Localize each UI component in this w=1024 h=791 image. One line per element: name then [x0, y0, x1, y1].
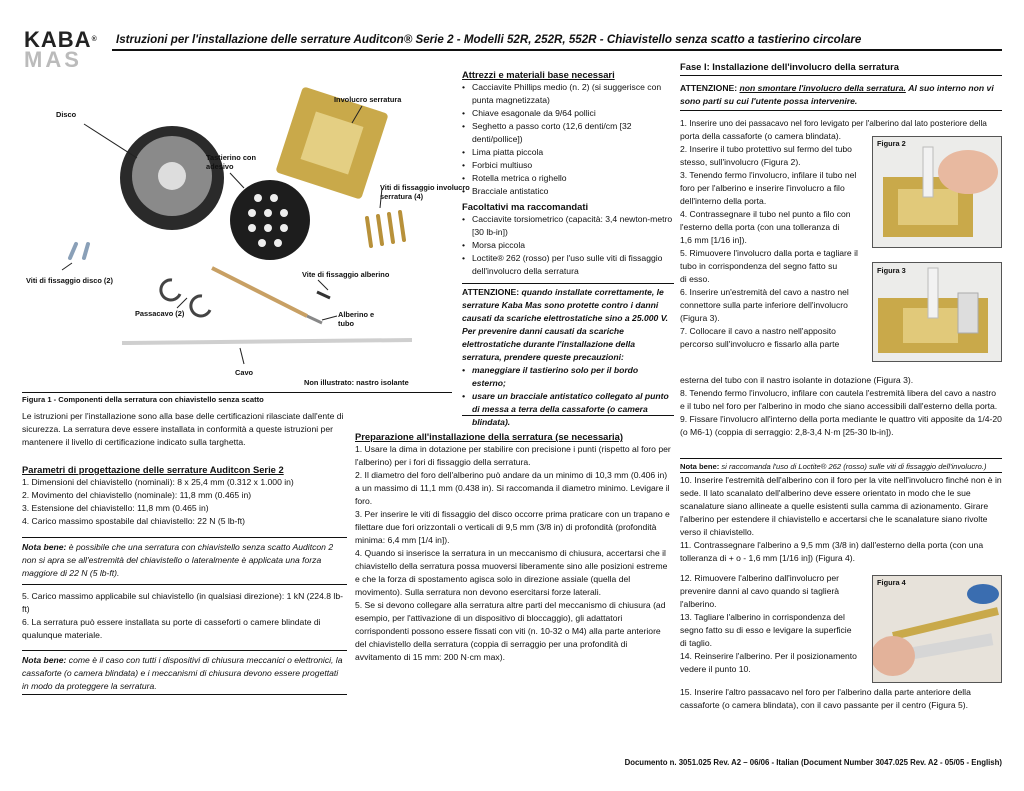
note-1	[22, 541, 347, 580]
step-7-cont: percorso sull'involucro e fissarlo alla parte	[680, 339, 840, 349]
esd-warning-item: • usare un bracciale antistatico collegato al punto di messa a terra della cassaforte (o camera blindata).	[462, 390, 674, 429]
figure-2-label: Figura 2	[877, 139, 906, 148]
note-1-text: è possibile che una serratura con chiavistello senza scatto Auditcon 2 non si apra se all'estremità del chiavistello o lateralmente è applicata una forza maggiore di 22 N (5 lb-ft).	[22, 542, 334, 578]
phase1-rule-top	[680, 75, 1002, 76]
step-13-cont: di taglio.	[680, 638, 713, 648]
tools-section	[462, 68, 674, 278]
label-non-illustrato: Non illustrato: nastro isolante	[304, 378, 409, 387]
figure-2-photo	[872, 136, 1002, 248]
step-2: 2. Inserire il tubo protettivo sul fermo del tubo	[680, 144, 852, 154]
tool-item: • Lima piatta piccola	[462, 146, 674, 159]
note2-rule-bottom	[22, 694, 347, 695]
phase1-steps-lower	[680, 474, 1002, 565]
warning-rule-bottom	[462, 415, 674, 416]
step-15: 15. Inserire l'altro passacavo nel foro per l'alberino dalla parte anteriore della cassaforte (o camera blindata), con il cavo passante per il centro (Figura 5).	[680, 687, 971, 710]
phase1-steps-wide	[680, 374, 1002, 439]
step-3: 3. Tenendo fermo l'involucro, infilare il tubo nel	[680, 170, 857, 180]
prep-heading: Preparazione all'installazione della serratura (se necessaria)	[355, 431, 623, 442]
note1-rule-bottom	[22, 584, 347, 585]
step-4-cont: l'esterno della porta (con una tolleranza di	[680, 222, 840, 232]
step-8: 8. Tenendo fermo l'involucro, infilare con cautela l'estremità libera del cavo a nastro e il tubo nel foro per l'alberino in modo che siano accessibili dall'esterno della porta.	[680, 388, 998, 411]
step-13: 13. Tagliare l'alberino in corrispondenza del	[680, 612, 845, 622]
label-disco: Disco	[56, 110, 77, 119]
label-viti-involucro: Viti di fissaggio involucro serratura (4)	[380, 183, 470, 201]
step-6-cont: (Figura 3).	[680, 313, 720, 323]
optional-item: • Cacciavite torsiometrico (capacità: 3,4 newton-metro [30 lb-in])	[462, 213, 674, 239]
step-14: 14. Reinserire l'alberino. Per il posizionamento	[680, 651, 857, 661]
figure-4-label: Figura 4	[877, 578, 906, 587]
figure-4-photo	[872, 575, 1002, 683]
step-5-cont: di esso.	[680, 274, 710, 284]
step-3-cont: dell'interno della porta.	[680, 196, 767, 206]
tool-item: • Seghetto a passo corto (12,6 denti/cm [32 denti/pollice])	[462, 120, 674, 146]
optional-heading: Facoltativi ma raccomandati	[462, 201, 589, 212]
label-passacavo: Passacavo (2)	[135, 309, 185, 318]
esd-warning-text: quando installate correttamente, le serrature Kaba Mas sono protette contro i danni causati da scariche elettrostatiche sino a 25.000 V. Per prevenire danni causati da scariche elettrostatiche durante l'installazione della serratura, prendere queste precauzioni:	[462, 287, 669, 362]
label-vite-alberino: Vite di fissaggio alberino	[302, 270, 390, 279]
phase1-steps-narrow	[680, 130, 870, 351]
params-heading: Parametri di progettazione delle serrature Auditcon Serie 2	[22, 464, 284, 475]
step-12: 12. Rimuovere l'alberino dall'involucro per	[680, 573, 840, 583]
figure-1-caption: Figura 1 - Componenti della serratura con chiavistello senza scatto	[22, 395, 264, 404]
params-item-3: 3. Estensione del chiavistello: 11,8 mm (0.465 in)	[22, 503, 209, 513]
step-13-cont: segno fatto su di esso e levigare la superficie	[680, 625, 852, 635]
logo-kaba: KABA®	[24, 27, 98, 52]
params-item-1: 1. Dimensioni del chiavistello (nominali): 8 x 25,4 mm (0.312 x 1.000 in)	[22, 477, 294, 487]
step-5: 5. Rimuovere l'involucro dalla porta e tagliare il	[680, 248, 858, 258]
step-12-cont: l'alberino.	[680, 599, 717, 609]
params-item-6: 6. La serratura può essere installata su porte di casseforti o camere blindate di qualunque materiale.	[22, 617, 321, 640]
intro-text: Le istruzioni per l'installazione sono alla base delle certificazioni rilasciate dall'ente di sicurezza. La serratura deve essere installata in conformità a queste istruzioni per mantenere il livello di certificazione indicato sulla targhetta.	[22, 411, 344, 447]
phase1-steps-top	[680, 117, 1002, 130]
label-cavo: Cavo	[235, 368, 254, 377]
step-1: 1. Inserire uno dei passacavo nel foro levigato per l'alberino dal lato posteriore della	[680, 118, 987, 128]
phase1-step-15	[680, 686, 1002, 712]
step-4-cont: 1,6 mm [1/16 in]).	[680, 235, 747, 245]
params-item-2: 2. Movimento del chiavistello (nominale): 11,8 mm (0.465 in)	[22, 490, 252, 500]
optional-item: • Morsa piccola	[462, 239, 674, 252]
label-involucro: Involucro serratura	[334, 95, 402, 104]
figure-3-label: Figura 3	[877, 266, 906, 275]
prep-item-5: 5. Se si devono collegare alla serratura altre parti del meccanismo di chiusura (ad esempio, per l'attivazione di un dispositivo di bloccaggio), gli adattatori corrispondenti possono essere fissati con viti (n. 10-32 o M4) alla parte anteriore del chiavistello della serratura (coppia di serraggio per una profondità di avvitamento di 15 mm: 200 N·cm max).	[355, 600, 666, 662]
step-14-cont: vedere il punto 10.	[680, 664, 751, 674]
prep-item-1: 1. Usare la dima in dotazione per stabilire con precisione i punti (rispetto al foro per l'alberino) per i fori di fissaggio della serratura.	[355, 444, 671, 467]
step-7: 7. Collocare il cavo a nastro nell'apposito	[680, 326, 836, 336]
note1-rule-top	[22, 537, 347, 538]
label-tastierino: Tastierino con adesivo	[206, 153, 256, 171]
figure-1-illustration	[22, 58, 452, 388]
note-2	[22, 654, 347, 693]
step-6: 6. Inserire un'estremità del cavo a nastro nel	[680, 287, 849, 297]
params-items-2	[22, 590, 347, 642]
phase1-steps-lower-narrow	[680, 572, 870, 676]
figure-1	[22, 58, 470, 388]
warning-rule-top	[462, 283, 674, 284]
phase1-heading: Fase I: Installazione dell'involucro della serratura	[680, 61, 899, 72]
prep-item-3: 3. Per inserire le viti di fissaggio del disco occorre prima praticare con un trapano e filettare due fori orizzontali o verticali di 9,5 mm (3/8 in) di profondità (profondità minima: 6,4 mm [1/4 in]).	[355, 509, 670, 545]
prep-item-2: 2. Il diametro del foro dell'alberino può andare da un minimo di 10,3 mm (0.406 in) a un massimo di 11,1 mm (0.438 in). Si raccomanda il diametro minimo. Levigare il foro.	[355, 470, 670, 506]
phase1-warning-ul: non smontare l'involucro della serratura.	[739, 83, 906, 93]
logo-mas: MAS	[24, 47, 82, 72]
note-rule-bottom	[680, 472, 1002, 473]
prep-item-4: 4. Quando si inserisce la serratura in un meccanismo di chiusura, accertarsi che il chiavistello della serratura possa muoversi liberamente sino alle posizioni estreme e che la forza di spostamento agisca solo in direzione assiale (quella del movimento). Sulla serratura non devono esercitarsi forze laterali.	[355, 548, 668, 597]
step-9: 9. Fissare l'involucro all'interno della porta mediante le quattro viti apposite da 1/4-20 (o M6-1) (coppia di serraggio: 2,8-3,4 N·m [25-30 lb-in]).	[680, 414, 1002, 437]
step-4: 4. Contrassegnare il tubo nel punto a filo con	[680, 209, 851, 219]
prep-section	[355, 430, 673, 664]
step-2-cont: stesso, sull'involucro (Figura 2).	[680, 157, 801, 167]
phase1-note	[680, 461, 1002, 472]
tools-heading: Attrezzi e materiali base necessari	[462, 69, 615, 80]
tool-item: • Cacciavite Phillips medio (n. 2) (si suggerisce con punta magnetizzata)	[462, 81, 674, 107]
label-alberino: Alberino e tubo	[338, 310, 375, 328]
phase1-warning	[680, 82, 1002, 108]
label-viti-disco: Viti di fissaggio disco (2)	[26, 276, 113, 285]
params-section	[22, 463, 347, 528]
step-11: 11. Contrassegnare l'alberino a 9,5 mm (3/8 in) dall'esterno della porta (con una tolleranza di + o - 1,6 mm [1/16 in]) (Figura 4).	[680, 540, 984, 563]
tool-item: • Chiave esagonale da 9/64 pollici	[462, 107, 674, 120]
page-title: Istruzioni per l'installazione delle serrature Auditcon® Serie 2 - Modelli 52R, 252R, 552R - Chiavistello senza scatto a tastierino circolare	[116, 33, 862, 46]
esd-warning	[462, 286, 674, 429]
optional-item: • Loctite® 262 (rosso) per l'uso sulle viti di fissaggio dell'involucro della serratura	[462, 252, 674, 278]
step-1-cont: porta della cassaforte (o camera blindata).	[680, 131, 841, 141]
note-rule-top	[680, 458, 1002, 459]
note-2-label: Nota bene:	[22, 655, 67, 665]
tool-item: • Bracciale antistatico	[462, 185, 674, 198]
step-7-cont: esterna del tubo con il nastro isolante in dotazione (Figura 3).	[680, 375, 914, 385]
phase1-warning-label: ATTENZIONE:	[680, 83, 738, 93]
note-2-text: come è il caso con tutti i dispositivi di chiusura meccanici o elettronici, la cassaforte (o camera blindata) e i meccanismi di chiusura devono essere progettati in modo da proteggere la serratura.	[22, 655, 343, 691]
step-5-cont: tubo in corrispondenza del segno fatto su	[680, 261, 838, 271]
step-12-cont: prevenire danni al cavo quando si taglierà	[680, 586, 840, 596]
phase1-rule-mid	[680, 110, 1002, 111]
step-3-cont: foro per l'alberino e inserire l'involucro a filo	[680, 183, 845, 193]
tool-item: • Forbici multiuso	[462, 159, 674, 172]
phase1-note-text: si raccomanda l'uso di Loctite® 262 (rosso) sulle viti di fissaggio dell'involucro.)	[721, 462, 987, 471]
title-rule	[112, 49, 1002, 51]
document-footer: Documento n. 3051.025 Rev. A2 – 06/06 - Italian (Document Number 3047.025 Rev. A2 - 05/05 - English)	[624, 758, 1002, 767]
tool-item: • Rotella metrica o righello	[462, 172, 674, 185]
esd-warning-label: ATTENZIONE:	[462, 287, 520, 297]
params-item-5: 5. Carico massimo applicabile sul chiavistello (in qualsiasi direzione): 1 kN (224.8 lb-ft)	[22, 591, 343, 614]
phase1-warning-rest: Al suo interno non vi sono parti su cui l'utente possa intervenire.	[680, 83, 994, 106]
note2-rule-top	[22, 650, 347, 651]
figure-3-photo	[872, 262, 1002, 362]
step-10: 10. Inserire l'estremità dell'alberino con il foro per la vite nell'involucro finché non è in sede. Il lato scanalato dell'alberino deve essere orientato in modo che le sue scanalature siano allineate a quelle esistenti sulla camma di azionamento. Girare l'alberino per estendere il chiavistello e accertarsi che le scanalature siano rivolte verso il chiavistello.	[680, 475, 1002, 537]
params-item-4: 4. Carico massimo spostabile dal chiavistello: 22 N (5 lb-ft)	[22, 516, 246, 526]
note-1-label: Nota bene:	[22, 542, 67, 552]
esd-warning-item: • maneggiare il tastierino solo per il bordo esterno;	[462, 364, 674, 390]
figure-1-rule	[22, 392, 452, 393]
step-6-cont: connettore sulla parte inferiore dell'involucro	[680, 300, 848, 310]
phase1-note-label: Nota bene:	[680, 462, 720, 471]
